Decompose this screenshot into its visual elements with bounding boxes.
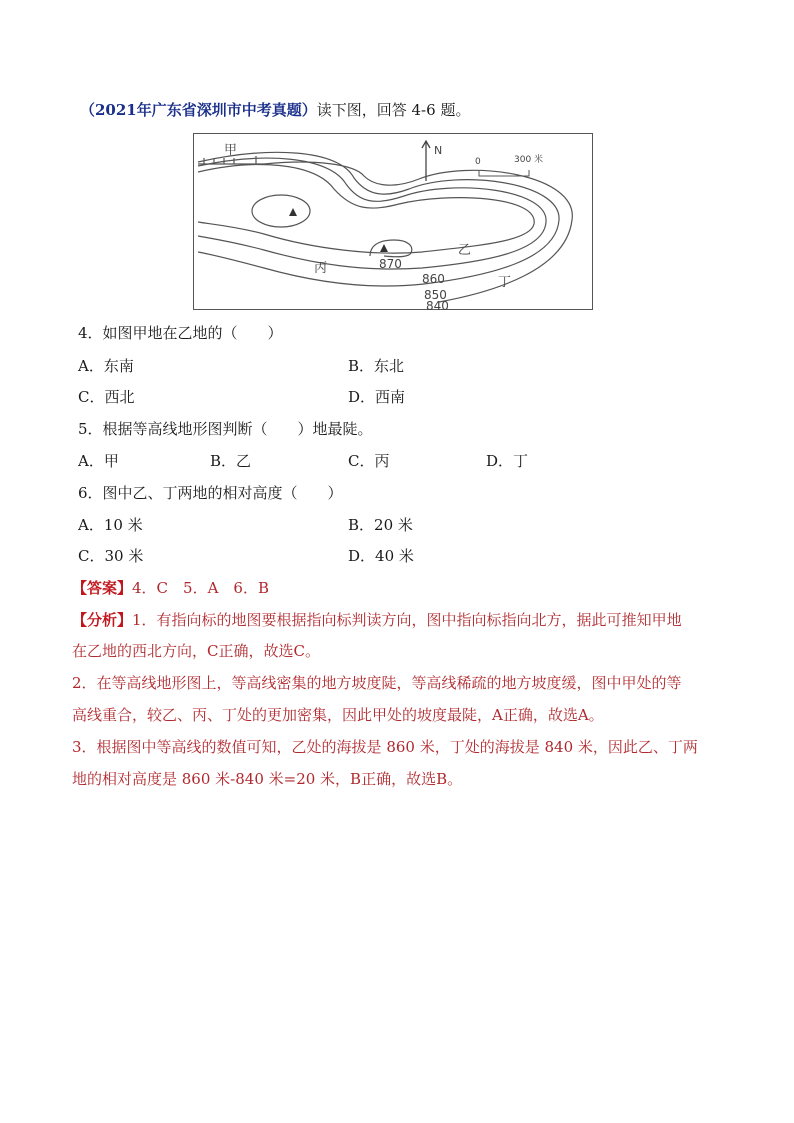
analysis-tag: 【分析】 [72,611,133,629]
intro-line [80,100,470,120]
contour-label-860: 860 [422,272,445,286]
place-label-jia: 甲 [224,143,238,158]
analysis-p3-b: 地的相对高度是 860 米-840 米=20 米，B正确，故选B。 [72,770,463,788]
analysis-p1-b: 在乙地的西北方向，C正确，故选C。 [72,642,320,660]
place-label-yi: 乙 [458,243,472,258]
q6-stem: 6．图中乙、丁两地的相对高度（ ） [78,484,343,502]
q4-option-b[interactable]: B．东北 [348,357,405,375]
q4-option-d[interactable]: D．西南 [348,388,406,406]
q5-option-d[interactable]: D．丁 [486,452,529,470]
north-arrow-icon [422,141,430,181]
analysis-line-1 [72,610,682,630]
q5-stem: 5．根据等高线地形图判断（ ）地最陡。 [78,420,373,438]
analysis-p3-a: 3．根据图中等高线的数值可知，乙处的海拔是 860 米，丁处的海拔是 840 米，因此乙、丁两 [72,738,698,756]
scale-distance-label: 300 米 [514,155,544,165]
scale-zero-label: 0 [475,157,481,167]
q6-option-d[interactable]: D．40 米 [348,547,414,565]
contour-lines [198,152,572,302]
contour-outer [264,162,572,302]
contour-870 [370,240,412,257]
answer-line [72,578,269,598]
answer-text: 4．C 5．A 6．B [132,579,269,597]
intro-text: 读下图，回答 4-6 题。 [316,101,471,119]
q5-option-c[interactable]: C．丙 [348,452,390,470]
place-label-ding: 丁 [498,275,512,290]
q6-option-c[interactable]: C．30 米 [78,547,144,565]
q5-option-b[interactable]: B．乙 [210,452,252,470]
contour-label-850: 850 [424,288,447,302]
peak-triangle-icon [380,244,388,252]
q4-option-c[interactable]: C．西北 [78,388,135,406]
contour-label-870: 870 [379,257,402,271]
q4-option-a[interactable]: A．东南 [78,357,134,375]
q5-option-a[interactable]: A．甲 [78,452,119,470]
analysis-p2-a: 2．在等高线地形图上，等高线密集的地方坡度陡，等高线稀疏的地方坡度缓，图中甲处的等 [72,674,682,692]
q6-option-a[interactable]: A．10 米 [78,516,143,534]
question-source: （2021年广东省深圳市中考真题） [80,101,317,119]
north-label: N [434,144,443,157]
analysis-p1-a: 1．有指向标的地图要根据指向标判读方向，图中指向标指向北方，据此可推知甲地 [132,611,682,629]
q6-option-b[interactable]: B．20 米 [348,516,413,534]
contour-map [193,133,593,310]
contour-peak-west [252,195,310,227]
contour-label-840: 840 [426,299,449,311]
place-label-bing: 丙 [314,261,328,276]
analysis-p2-b: 高线重合，较乙、丙、丁处的更加密集，因此甲处的坡度最陡，A正确，故选A。 [72,706,604,724]
q4-stem: 4．如图甲地在乙地的（ ） [78,324,283,342]
answer-tag: 【答案】 [72,579,133,597]
peak-triangle-icon [289,208,297,216]
